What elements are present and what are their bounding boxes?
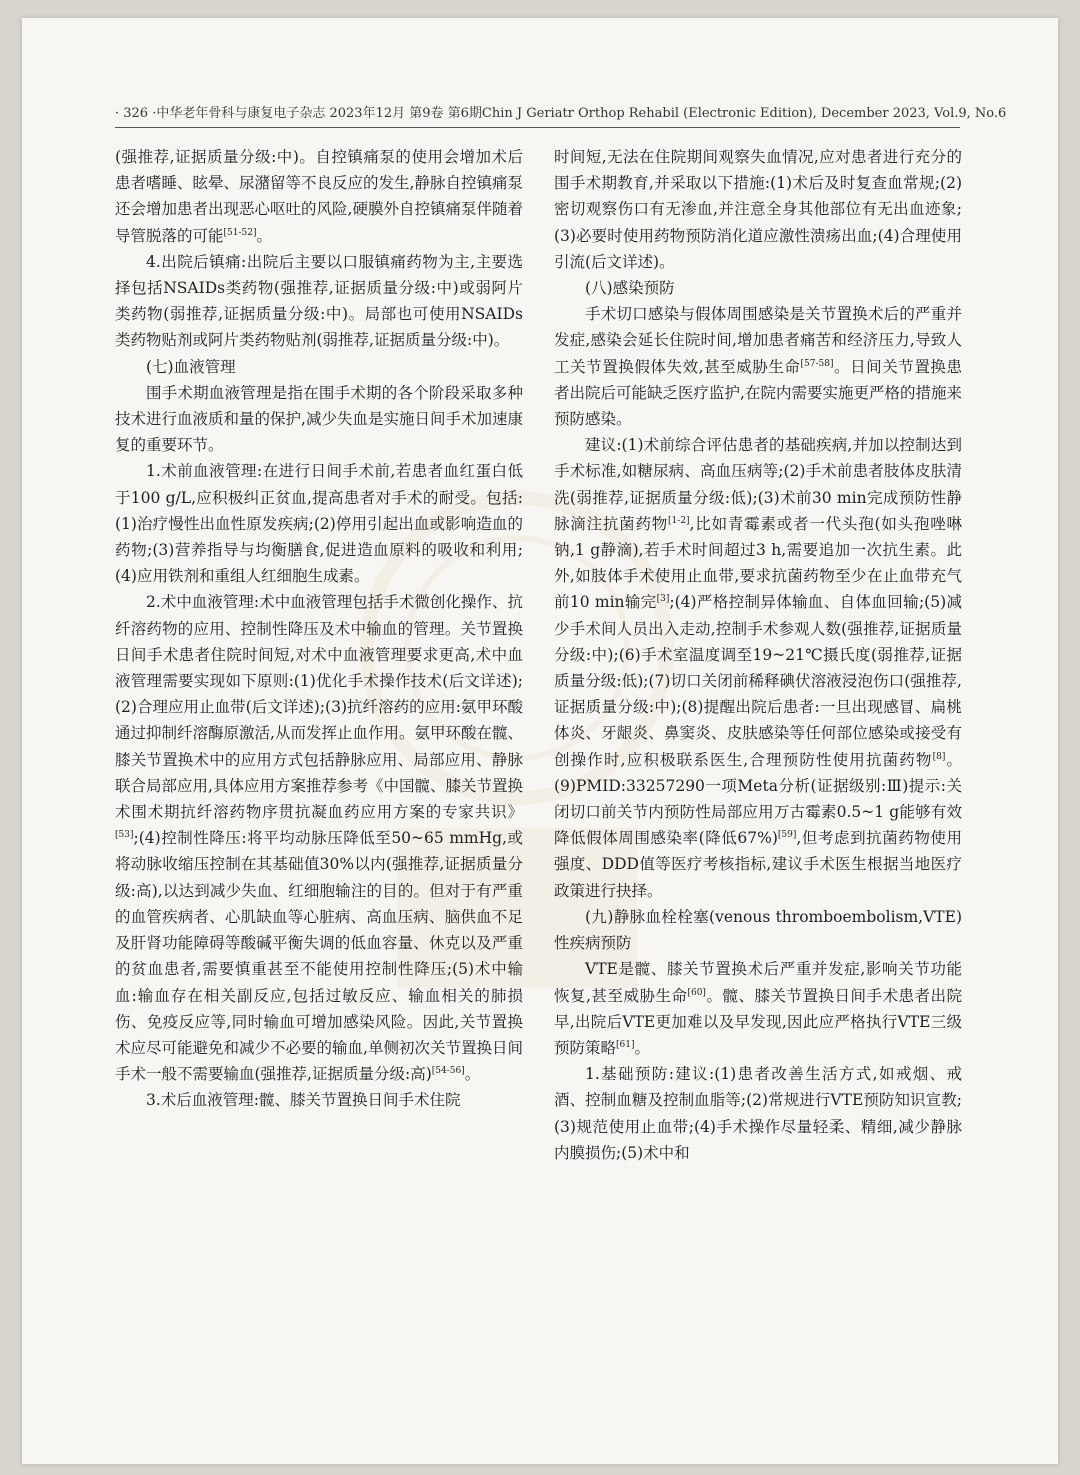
- paragraph: (强推荐,证据质量分级:中)。自控镇痛泵的使用会增加术后患者嗜睡、眩晕、尿潴留等不良反应的发生,静脉自控镇痛泵还会增加患者出现恶心呕吐的风险,硬膜外自控镇痛泵伴随着导管脱落的可能[51-52]。: [115, 148, 523, 245]
- journal-title-cn: 中华老年骨科与康复电子杂志 2023年12月 第9卷 第6期: [156, 106, 482, 121]
- paragraph: VTE是髋、膝关节置换术后严重并发症,影响关节功能恢复,甚至威胁生命[60]。髋、膝关节置换日间手术患者出院早,出院后VTE更加难以及早发现,因此应严格执行VTE三级预防策略[61]。: [554, 960, 962, 1057]
- paragraph: 2.术中血液管理:术中血液管理包括手术微创化操作、抗纤溶药物的应用、控制性降压及术中输血的管理。关节置换日间手术患者住院时间短,对术中血液管理要求更高,术中血液管理需要实现如下原则:(1)优化手术操作技术(后文详述);(2)合理应用止血带(后文详述);(3)抗纤溶药的应用:氨甲环酸通过抑制纤溶酶原激活,从而发挥止血作用。氨甲环酸在髋、膝关节置换术中的应用方式包括静脉应用、局部应用、静脉联合局部应用,具体应用方案推荐参考《中国髋、膝关节置换术围术期抗纤溶药物序贯抗凝血药应用方案的专家共识》[53];(4)控制性降压:将平均动脉压降低至50~65 mmHg,或将动脉收缩压控制在其基础值30%以内(强推荐,证据质量分级:高),以达到减少失血、红细胞输注的目的。但对于有严重的血管疾病者、心肌缺血等心脏病、高血压病、脑供血不足及肝肾功能障碍等酸碱平衡失调的低血容量、休克以及严重的贫血患者,需要慎重甚至不能使用控制性降压;(5)术中输血:输血存在相关副反应,包括过敏反应、输血相关的肺损伤、免疫反应等,同时输血可增加感染风险。因此,关节置换术应尽可能避免和减少不必要的输血,单侧初次关节置换日间手术一般不需要输血(强推荐,证据质量分级:高)[54-56]。: [115, 593, 523, 1084]
- running-header: [115, 105, 1007, 123]
- paragraph: 手术切口感染与假体周围感染是关节置换术后的严重并发症,感染会延长住院时间,增加患者痛苦和经济压力,导致人工关节置换假体失效,甚至威胁生命[57-58]。日间关节置换患者出院后可能缺乏医疗监护,在院内需要实施更严格的措施来预防感染。: [554, 305, 962, 429]
- paragraph: 4.出院后镇痛:出院后主要以口服镇痛药物为主,主要选择包括NSAIDs类药物(强推荐,证据质量分级:中)或弱阿片类药物(弱推荐,证据质量分级:中)。局部也可使用NSAIDs类药物贴剂或阿片类药物贴剂(弱推荐,证据质量分级:中)。: [115, 252, 523, 350]
- left-column: [115, 144, 523, 1114]
- paragraph: 时间短,无法在住院期间观察失血情况,应对患者进行充分的围手术期教育,并采取以下措施:(1)术后及时复查血常规;(2)密切观察伤口有无渗血,并注意全身其他部位有无出血迹象;(3)必要时使用药物预防消化道应激性溃疡出血;(4)合理使用引流(后文详述)。: [554, 148, 962, 271]
- journal-page: [22, 18, 1058, 1464]
- section-heading: (七)血液管理: [146, 357, 236, 376]
- section-heading: (九)静脉血栓栓塞(venous thromboembolism,VTE)性疾病预防: [554, 907, 962, 953]
- paragraph: 建议:(1)术前综合评估患者的基础疾病,并加以控制达到手术标准,如糖尿病、高血压病等;(2)手术前患者肢体皮肤清洗(弱推荐,证据质量分级:低);(3)术前30 min完成预防性静脉滴注抗菌药物[1-2],比如青霉素或者一代头孢(如头孢唑啉钠,1 g静滴),若手术时间超过3 h,需要追加一次抗生素。此外,如肢体手术使用止血带,要求抗菌药物至少在止血带充气前10 min输完[3];(4)严格控制异体输血、自体血回输;(5)减少手术间人员出入走动,控制手术参观人数(强推荐,证据质量分级:中);(6)手术室温度调至19~21℃摄氏度(弱推荐,证据质量分级:低);(7)切口关闭前稀释碘伏溶液浸泡伤口(强推荐,证据质量分级:中);(8)提醒出院后患者:一旦出现感冒、扁桃体炎、牙龈炎、鼻窦炎、皮肤感染等任何部位感染或接受有创操作时,应积极联系医生,合理预防性使用抗菌药物[8]。(9)PMID:33257290一项Meta分析(证据级别:Ⅲ)提示:关闭切口前关节内预防性局部应用万古霉素0.5~1 g能够有效降低假体周围感染率(降低67%)[59],但考虑到抗菌药物使用强度、DDD值等医疗考核指标,建议手术医生根据当地医疗政策进行抉择。: [554, 436, 963, 900]
- page-number: · 326 ·: [115, 106, 157, 121]
- paragraph: 1.基础预防:建议:(1)患者改善生活方式,如戒烟、戒酒、控制血糖及控制血脂等;(2)常规进行VTE预防知识宣教;(3)规范使用止血带;(4)手术操作尽量轻柔、精细,减少静脉内膜损伤;(5)术中和: [554, 1065, 962, 1162]
- right-column: [554, 144, 962, 1166]
- section-heading: (八)感染预防: [585, 279, 675, 298]
- header-rule: [115, 127, 960, 128]
- paragraph: 1.术前血液管理:在进行日间手术前,若患者血红蛋白低于100 g/L,应积极纠正贫血,提高患者对手术的耐受。包括:(1)治疗慢性出血性原发疾病;(2)停用引起出血或影响造血的药物;(3)营养指导与均衡膳食,促进造血原料的吸收和利用;(4)应用铁剂和重组人红细胞生成素。: [115, 462, 523, 586]
- paragraph: 围手术期血液管理是指在围手术期的各个阶段采取多种技术进行血液质和量的保护,减少失血是实施日间手术加速康复的重要环节。: [115, 383, 523, 455]
- journal-title-en: Chin J Geriatr Orthop Rehabil (Electronic Edition), December 2023, Vol.9, No.6: [481, 106, 1007, 121]
- paragraph: 3.术后血液管理:髋、膝关节置换日间手术住院: [146, 1091, 461, 1110]
